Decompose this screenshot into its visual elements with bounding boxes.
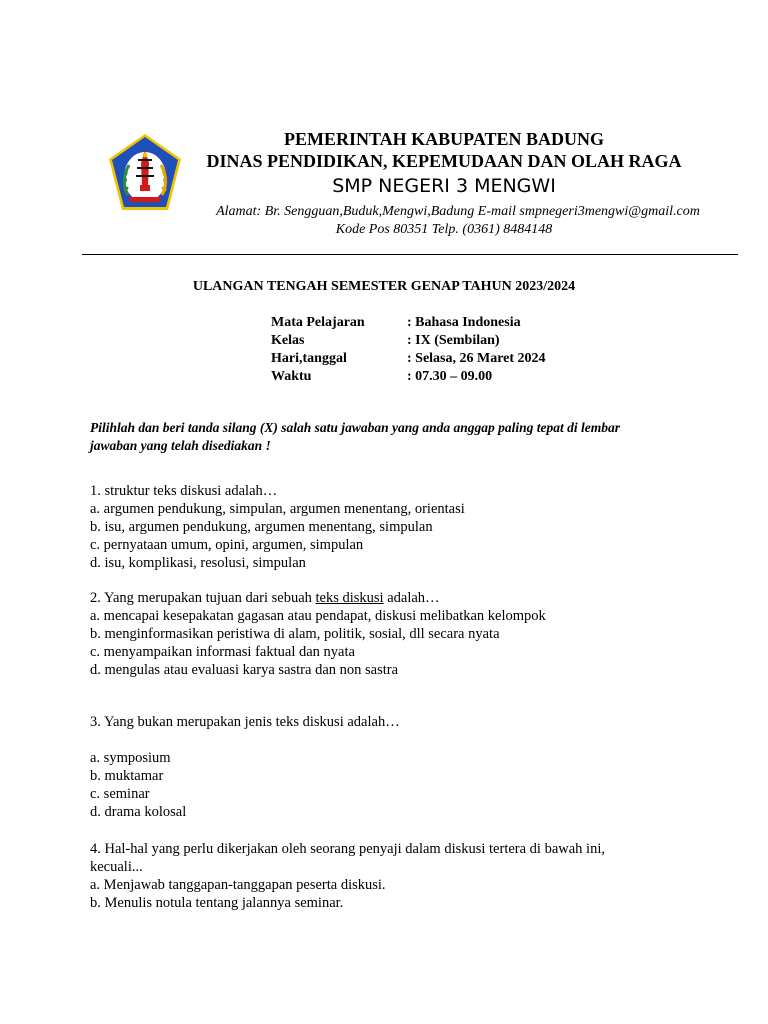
department-name: DINAS PENDIDIKAN, KEPEMUDAAN DAN OLAH RAGA [206, 151, 682, 171]
government-name: PEMERINTAH KABUPATEN BADUNG [283, 129, 604, 149]
answer-option: d. isu, komplikasi, resolusi, simpulan [90, 555, 306, 571]
info-label: Hari,tanggal [271, 351, 347, 366]
question-text: 4. Hal-hal yang perlu dikerjakan oleh seorang penyaji dalam diskusi tertera di bawah ini, kecuali... [90, 841, 605, 875]
info-row-time [271, 368, 546, 386]
question-text-end: adalah… [383, 590, 440, 606]
answer-option: c. pernyataan umum, opini, argumen, simpulan [90, 537, 364, 553]
info-label: Waktu [271, 369, 312, 384]
question-underlined-term: teks diskusi [315, 590, 384, 606]
info-value: : IX (Sembilan) [407, 333, 500, 348]
question-1 [90, 482, 690, 572]
info-label: Kelas [271, 333, 305, 348]
info-row-subject [271, 314, 546, 332]
answer-option: a. symposium [90, 750, 171, 766]
answer-option: b. Menulis notula tentang jalannya seminar. [90, 895, 344, 911]
question-text-start: 2. Yang merupakan tujuan dari sebuah [90, 590, 316, 606]
question-text [90, 589, 690, 607]
answer-option: c. seminar [90, 786, 150, 802]
exam-instructions: Pilihlah dan beri tanda silang (X) salah satu jawaban yang anda anggap paling tepat di lembar jawaban yang telah disediakan ! [90, 420, 620, 453]
info-label: Mata Pelajaran [271, 315, 365, 330]
answer-option: d. drama kolosal [90, 804, 187, 820]
school-address: Alamat: Br. Sengguan,Buduk,Mengwi,Badung E-mail smpnegeri3mengwi@gmail.com [216, 204, 700, 219]
answer-option: b. isu, argumen pendukung, argumen menentang, simpulan [90, 519, 433, 535]
answer-option: b. menginformasikan peristiwa di alam, politik, sosial, dll secara nyata [90, 626, 500, 642]
info-value: : Bahasa Indonesia [407, 315, 521, 330]
info-value: : 07.30 – 09.00 [407, 369, 493, 384]
question-text: 3. Yang bukan merupakan jenis teks diskusi adalah… [90, 714, 400, 730]
answer-option: a. mencapai kesepakatan gagasan atau pendapat, diskusi melibatkan kelompok [90, 608, 546, 624]
question-4 [90, 840, 650, 912]
answer-option: c. menyampaikan informasi faktual dan nyata [90, 644, 355, 660]
school-contact: Kode Pos 80351 Telp. (0361) 8484148 [335, 222, 553, 237]
question-2 [90, 589, 690, 679]
exam-title: ULANGAN TENGAH SEMESTER GENAP TAHUN 2023/2024 [192, 279, 576, 294]
info-value: : Selasa, 26 Maret 2024 [407, 351, 546, 366]
question-text: 1. struktur teks diskusi adalah… [90, 483, 278, 499]
info-row-date [271, 350, 546, 368]
info-row-class [271, 332, 546, 350]
answer-option: a. Menjawab tanggapan-tanggapan peserta diskusi. [90, 877, 386, 893]
answer-option: a. argumen pendukung, simpulan, argumen menentang, orientasi [90, 501, 465, 517]
question-3 [90, 713, 690, 821]
answer-option: d. mengulas atau evaluasi karya sastra dan non sastra [90, 662, 399, 678]
header-divider [82, 254, 738, 255]
exam-info-table [271, 314, 546, 386]
logo-ribbon [128, 197, 162, 202]
answer-option: b. muktamar [90, 768, 164, 784]
school-name: SMP NEGERI 3 MENGWI [332, 175, 556, 197]
